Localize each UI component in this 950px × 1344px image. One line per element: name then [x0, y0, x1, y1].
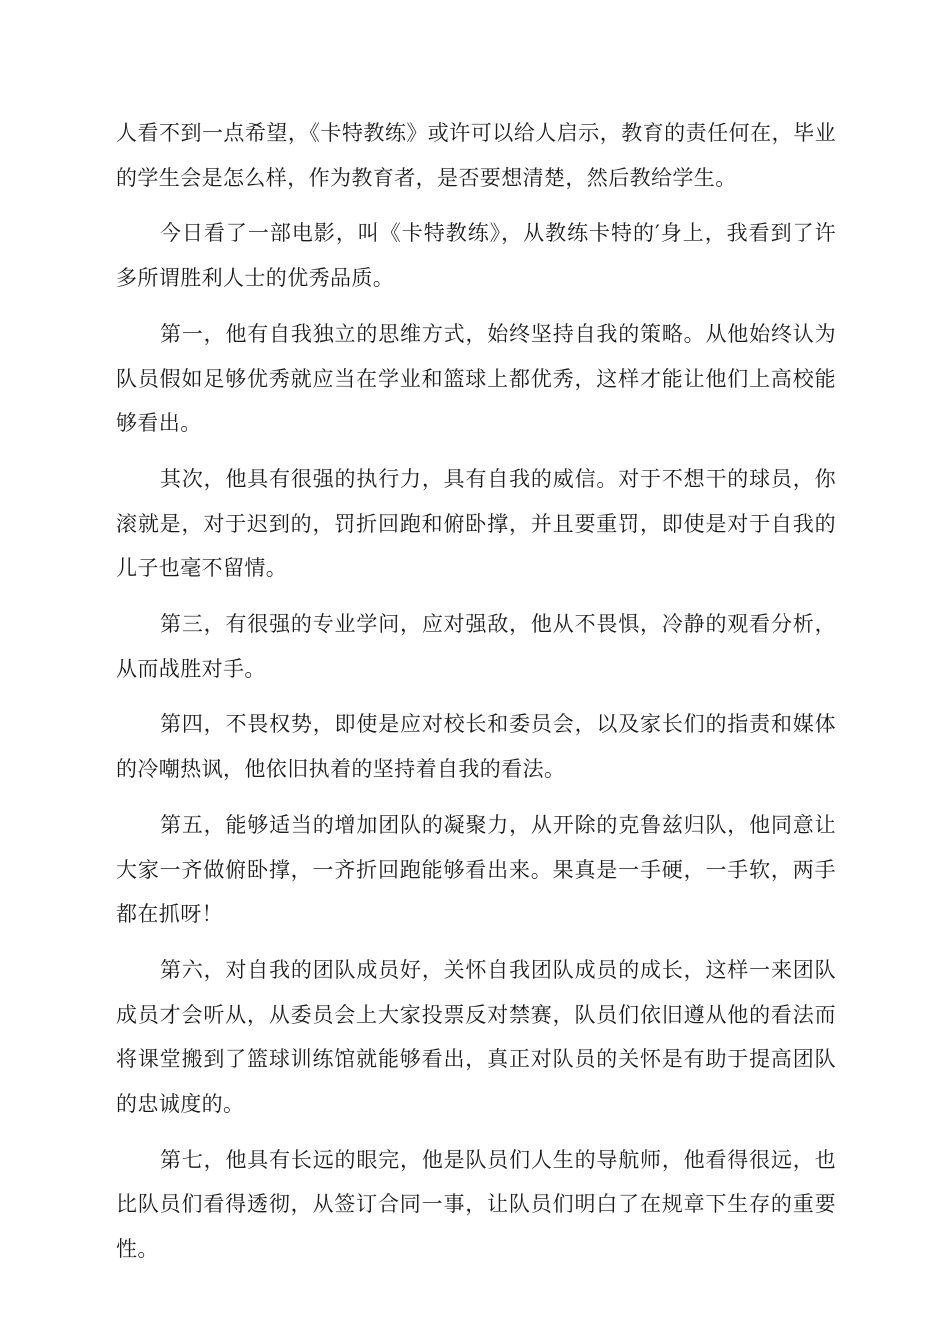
paragraph-continuation: 人看不到一点希望，《卡特教练》或许可以给人启示，教育的责任何在，毕业的学生会是怎么样，作为教育者，是否要想清楚，然后教给学生。: [116, 121, 836, 190]
paragraph-intro: 今日看了一部电影，叫《卡特教练》，从教练卡特的′身上，我看到了许多所谓胜利人士的优秀品质。: [116, 221, 836, 291]
paragraph-point-3: 第三，有很强的专业学问，应对强敌，他从不畏惧，冷静的观看分析，从而战胜对手。: [116, 612, 836, 681]
paragraph-point-7: 第七，他具有长远的眼完，他是队员们人生的导航师，他看得很远，也比队员们看得透彻，从签订合同一事，让队员们明白了在规章下生存的重要性。: [116, 1147, 836, 1262]
paragraph-point-6: 第六，对自我的团队成员好，关怀自我团队成员的成长，这样一来团队成员才会听从，从委员会上大家投票反对禁赛，队员们依旧遵从他的看法而将课堂搬到了篮球训练馆就能够看出，真正对队员的关怀是有助于提高团队的忠诚度的。: [116, 957, 836, 1117]
paragraph-point-5: 第五，能够适当的增加团队的凝聚力，从开除的克鲁兹归队，他同意让大家一齐做俯卧撑，一齐折回跑能够看出来。果真是一手硬，一手软，两手都在抓呀！: [116, 812, 836, 927]
paragraph-point-1: 第一，他有自我独立的思维方式，始终坚持自我的策略。从他始终认为队员假如足够优秀就应当在学业和篮球上都优秀，这样才能让他们上高校能够看出。: [116, 321, 836, 436]
paragraph-point-4: 第四，不畏权势，即使是应对校长和委员会，以及家长们的指责和媒体的冷嘲热讽，他依旧执着的坚持着自我的看法。: [116, 712, 836, 782]
document-body: [116, 111, 836, 1283]
paragraph-point-2: 其次，他具有很强的执行力，具有自我的威信。对于不想干的球员，你滚就是，对于迟到的，罚折回跑和俯卧撑，并且要重罚，即使是对于自我的儿子也毫不留情。: [116, 466, 836, 581]
